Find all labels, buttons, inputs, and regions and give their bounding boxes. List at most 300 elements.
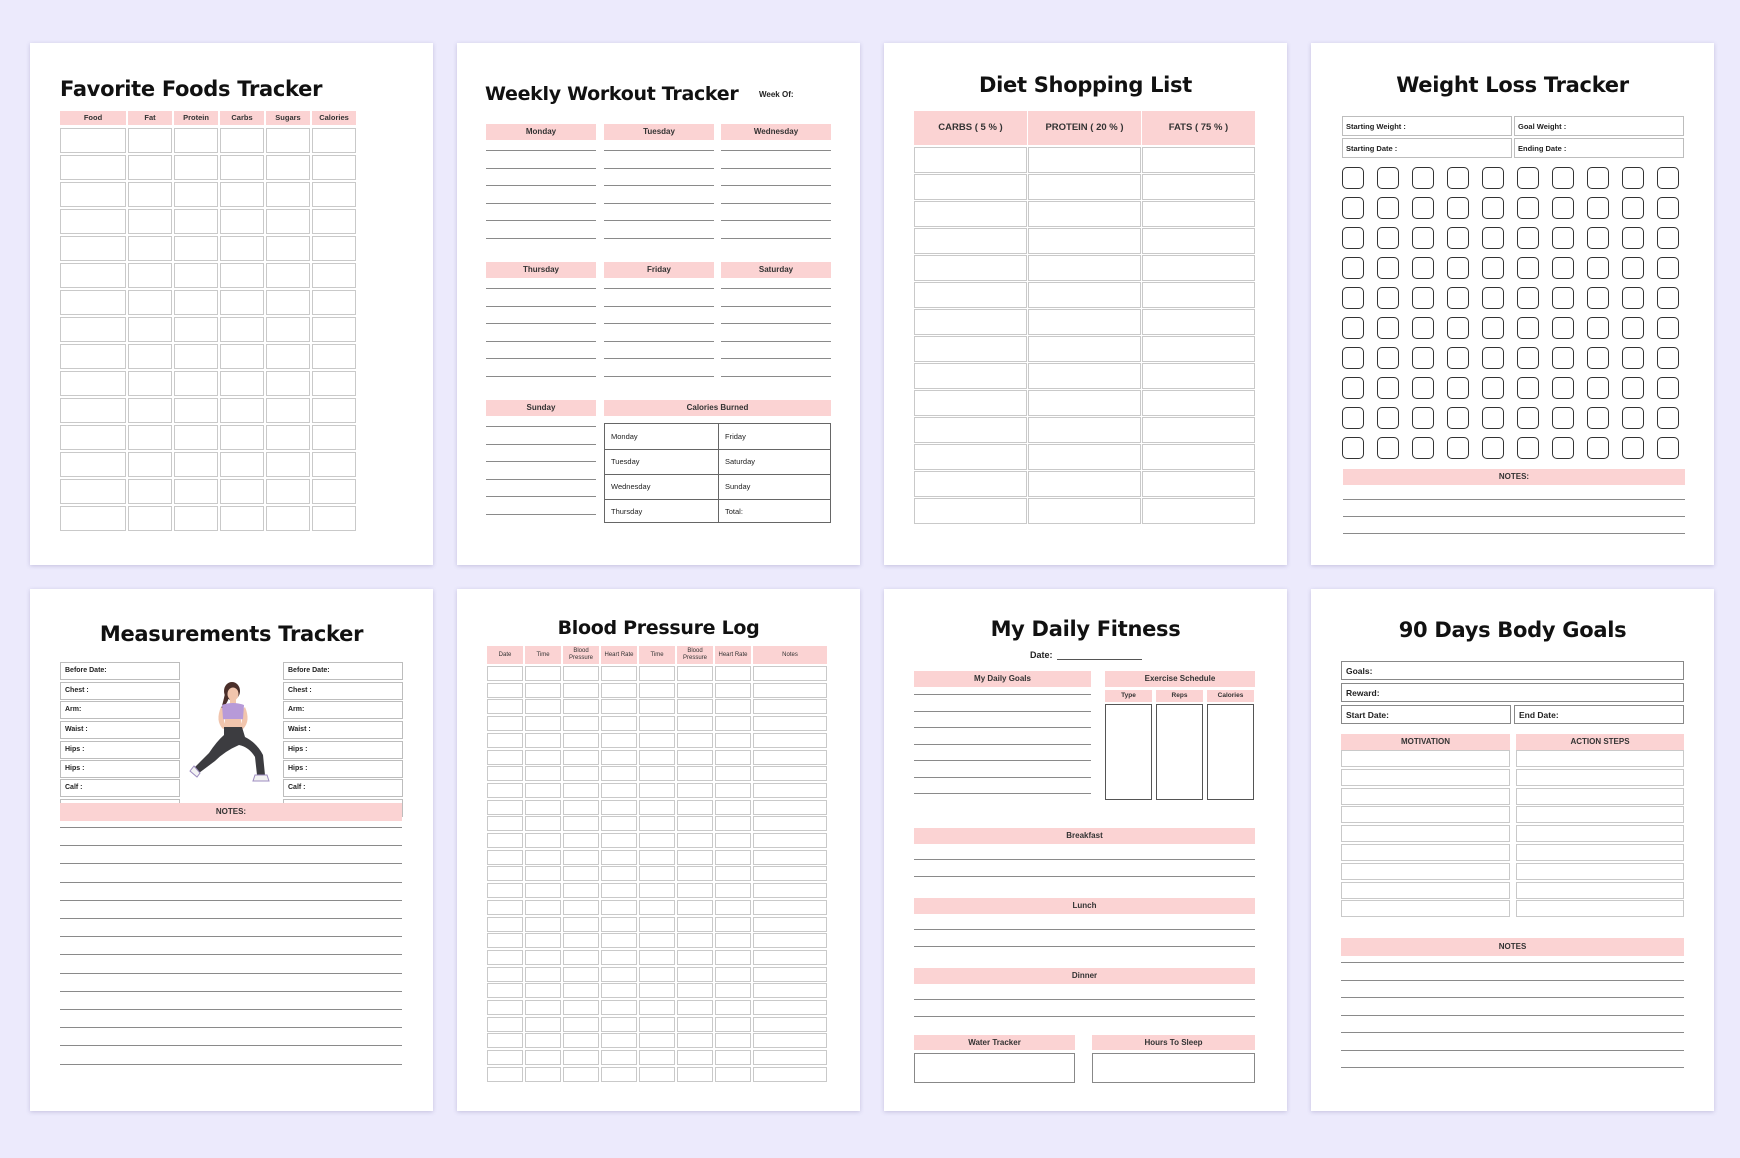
table-cell[interactable]: [60, 506, 126, 531]
goals-field[interactable]: [1341, 661, 1684, 680]
day-line[interactable]: [486, 220, 596, 221]
checkbox[interactable]: [1587, 377, 1609, 399]
table-cell[interactable]: [312, 155, 356, 180]
checkbox[interactable]: [1412, 227, 1434, 249]
day-line[interactable]: [721, 306, 831, 307]
table-cell[interactable]: [174, 398, 218, 423]
table-cell[interactable]: [525, 850, 561, 865]
table-cell[interactable]: [677, 950, 713, 965]
day-line[interactable]: [604, 238, 714, 239]
table-cell[interactable]: [677, 850, 713, 865]
checkbox[interactable]: [1552, 167, 1574, 189]
checkbox[interactable]: [1377, 407, 1399, 429]
table-cell[interactable]: [563, 699, 599, 714]
day-line[interactable]: [486, 341, 596, 342]
table-cell[interactable]: [601, 900, 637, 915]
table-cell[interactable]: [753, 833, 827, 848]
checkbox[interactable]: [1552, 287, 1574, 309]
checkbox[interactable]: [1482, 377, 1504, 399]
table-cell[interactable]: [525, 967, 561, 982]
checkbox[interactable]: [1622, 227, 1644, 249]
table-cell[interactable]: [1142, 174, 1255, 200]
day-line[interactable]: [721, 341, 831, 342]
day-line[interactable]: [604, 185, 714, 186]
checkbox[interactable]: [1552, 437, 1574, 459]
day-line[interactable]: [604, 203, 714, 204]
checkbox[interactable]: [1482, 227, 1504, 249]
table-cell[interactable]: [715, 816, 751, 831]
table-cell[interactable]: [220, 128, 264, 153]
goal-line[interactable]: [914, 760, 1091, 761]
table-cell[interactable]: [266, 236, 310, 261]
table-cell[interactable]: [60, 182, 126, 207]
day-line[interactable]: [486, 514, 596, 515]
table-cell[interactable]: [174, 236, 218, 261]
table-cell[interactable]: [753, 816, 827, 831]
table-cell[interactable]: [174, 317, 218, 342]
table-cell[interactable]: [1142, 201, 1255, 227]
checkbox[interactable]: [1447, 287, 1469, 309]
table-cell[interactable]: [1341, 844, 1510, 861]
table-cell[interactable]: [1142, 336, 1255, 362]
table-cell[interactable]: [312, 425, 356, 450]
table-cell[interactable]: [753, 1050, 827, 1065]
table-cell[interactable]: [715, 716, 751, 731]
table-cell[interactable]: [1028, 147, 1141, 173]
table-cell[interactable]: [487, 933, 523, 948]
table-cell[interactable]: [639, 983, 675, 998]
checkbox[interactable]: [1517, 287, 1539, 309]
checkbox[interactable]: [1377, 377, 1399, 399]
table-cell[interactable]: [639, 716, 675, 731]
table-cell[interactable]: [1341, 788, 1510, 805]
notes-line[interactable]: [60, 1027, 402, 1028]
table-cell[interactable]: [753, 900, 827, 915]
table-cell[interactable]: [220, 290, 264, 315]
day-line[interactable]: [721, 288, 831, 289]
table-cell[interactable]: [1516, 844, 1684, 861]
table-cell[interactable]: [487, 800, 523, 815]
day-line[interactable]: [486, 496, 596, 497]
table-cell[interactable]: [60, 263, 126, 288]
table-cell[interactable]: [914, 201, 1027, 227]
checkbox[interactable]: [1482, 197, 1504, 219]
notes-line[interactable]: [60, 954, 402, 955]
table-cell[interactable]: [266, 371, 310, 396]
table-cell[interactable]: [525, 699, 561, 714]
table-cell[interactable]: [312, 452, 356, 477]
table-cell[interactable]: [677, 833, 713, 848]
exercise-column-box[interactable]: [1207, 704, 1254, 800]
table-cell[interactable]: [753, 1017, 827, 1032]
table-cell[interactable]: [601, 1067, 637, 1082]
checkbox[interactable]: [1412, 167, 1434, 189]
table-cell[interactable]: [677, 800, 713, 815]
table-cell[interactable]: [715, 883, 751, 898]
table-cell[interactable]: [60, 128, 126, 153]
table-cell[interactable]: [677, 933, 713, 948]
table-cell[interactable]: [639, 933, 675, 948]
table-cell[interactable]: [753, 866, 827, 881]
table-cell[interactable]: [1142, 282, 1255, 308]
table-cell[interactable]: [715, 733, 751, 748]
table-cell[interactable]: [677, 716, 713, 731]
table-cell[interactable]: [753, 850, 827, 865]
table-cell[interactable]: [312, 290, 356, 315]
checkbox[interactable]: [1552, 347, 1574, 369]
checkbox[interactable]: [1447, 227, 1469, 249]
checkbox[interactable]: [1377, 347, 1399, 369]
notes-line[interactable]: [1343, 499, 1685, 500]
table-cell[interactable]: [487, 1000, 523, 1015]
table-cell[interactable]: [563, 1033, 599, 1048]
checkbox[interactable]: [1517, 407, 1539, 429]
table-cell[interactable]: [677, 766, 713, 781]
notes-line[interactable]: [60, 1064, 402, 1065]
lunch-line[interactable]: [914, 929, 1255, 930]
table-cell[interactable]: [677, 967, 713, 982]
table-cell[interactable]: [487, 733, 523, 748]
table-cell[interactable]: [753, 750, 827, 765]
table-cell[interactable]: [601, 1033, 637, 1048]
table-cell[interactable]: [601, 699, 637, 714]
table-cell[interactable]: [487, 716, 523, 731]
table-cell[interactable]: [563, 917, 599, 932]
day-line[interactable]: [486, 168, 596, 169]
table-cell[interactable]: [174, 128, 218, 153]
checkbox[interactable]: [1342, 227, 1364, 249]
day-line[interactable]: [721, 150, 831, 151]
table-cell[interactable]: [312, 128, 356, 153]
table-cell[interactable]: [220, 317, 264, 342]
table-cell[interactable]: [1341, 769, 1510, 786]
table-cell[interactable]: [563, 883, 599, 898]
table-cell[interactable]: [677, 866, 713, 881]
table-cell[interactable]: [487, 766, 523, 781]
table-cell[interactable]: [266, 398, 310, 423]
table-cell[interactable]: [487, 750, 523, 765]
table-cell[interactable]: [639, 883, 675, 898]
table-cell[interactable]: [753, 883, 827, 898]
table-cell[interactable]: [128, 425, 172, 450]
table-cell[interactable]: [487, 967, 523, 982]
table-cell[interactable]: [639, 850, 675, 865]
table-cell[interactable]: [753, 983, 827, 998]
table-cell[interactable]: [174, 263, 218, 288]
table-cell[interactable]: [563, 967, 599, 982]
table-cell[interactable]: [174, 209, 218, 234]
table-cell[interactable]: [677, 1050, 713, 1065]
day-line[interactable]: [604, 168, 714, 169]
table-cell[interactable]: [601, 917, 637, 932]
table-cell[interactable]: [60, 371, 126, 396]
table-cell[interactable]: [128, 479, 172, 504]
checkbox[interactable]: [1342, 407, 1364, 429]
table-cell[interactable]: [1516, 806, 1684, 823]
table-cell[interactable]: [715, 1067, 751, 1082]
table-cell[interactable]: [128, 263, 172, 288]
checkbox[interactable]: [1482, 437, 1504, 459]
checkbox[interactable]: [1552, 377, 1574, 399]
notes-line[interactable]: [60, 1009, 402, 1010]
table-cell[interactable]: [60, 236, 126, 261]
checkbox[interactable]: [1482, 317, 1504, 339]
table-cell[interactable]: [715, 1000, 751, 1015]
notes-line[interactable]: [1343, 533, 1685, 534]
table-cell[interactable]: [601, 766, 637, 781]
table-cell[interactable]: [601, 750, 637, 765]
table-cell[interactable]: [639, 783, 675, 798]
checkbox[interactable]: [1552, 227, 1574, 249]
checkbox[interactable]: [1412, 257, 1434, 279]
day-line[interactable]: [604, 288, 714, 289]
table-cell[interactable]: [525, 816, 561, 831]
table-cell[interactable]: [1028, 471, 1141, 497]
table-cell[interactable]: [312, 344, 356, 369]
notes-line[interactable]: [60, 936, 402, 937]
table-cell[interactable]: [525, 733, 561, 748]
table-cell[interactable]: [174, 479, 218, 504]
table-cell[interactable]: [266, 290, 310, 315]
table-cell[interactable]: [128, 290, 172, 315]
table-cell[interactable]: [128, 371, 172, 396]
table-cell[interactable]: [715, 866, 751, 881]
table-cell[interactable]: [563, 666, 599, 681]
table-cell[interactable]: [639, 1050, 675, 1065]
table-cell[interactable]: [1341, 806, 1510, 823]
checkbox[interactable]: [1517, 347, 1539, 369]
notes-line[interactable]: [60, 900, 402, 901]
day-line[interactable]: [604, 341, 714, 342]
table-cell[interactable]: [1028, 417, 1141, 443]
table-cell[interactable]: [487, 816, 523, 831]
goal-line[interactable]: [914, 777, 1091, 778]
table-cell[interactable]: [601, 683, 637, 698]
table-cell[interactable]: [753, 950, 827, 965]
table-cell[interactable]: [1516, 863, 1684, 880]
checkbox[interactable]: [1622, 317, 1644, 339]
table-cell[interactable]: [639, 750, 675, 765]
notes-line[interactable]: [60, 827, 402, 828]
table-cell[interactable]: [1142, 147, 1255, 173]
table-cell[interactable]: [563, 1067, 599, 1082]
table-cell[interactable]: [639, 1000, 675, 1015]
table-cell[interactable]: [601, 666, 637, 681]
table-cell[interactable]: [1142, 363, 1255, 389]
table-cell[interactable]: [914, 228, 1027, 254]
table-cell[interactable]: [601, 816, 637, 831]
table-cell[interactable]: [563, 866, 599, 881]
checkbox[interactable]: [1622, 377, 1644, 399]
table-cell[interactable]: [266, 344, 310, 369]
table-cell[interactable]: [914, 147, 1027, 173]
table-cell[interactable]: [525, 666, 561, 681]
table-cell[interactable]: [677, 1033, 713, 1048]
table-cell[interactable]: [639, 967, 675, 982]
table-cell[interactable]: [220, 209, 264, 234]
day-line[interactable]: [486, 376, 596, 377]
table-cell[interactable]: [753, 666, 827, 681]
notes-line[interactable]: [60, 863, 402, 864]
table-cell[interactable]: [487, 683, 523, 698]
checkbox[interactable]: [1622, 407, 1644, 429]
notes-line[interactable]: [60, 973, 402, 974]
checkbox[interactable]: [1342, 197, 1364, 219]
table-cell[interactable]: [563, 716, 599, 731]
checkbox[interactable]: [1517, 317, 1539, 339]
table-cell[interactable]: [312, 371, 356, 396]
day-line[interactable]: [721, 168, 831, 169]
table-cell[interactable]: [563, 900, 599, 915]
checkbox[interactable]: [1552, 257, 1574, 279]
goal-line[interactable]: [914, 744, 1091, 745]
table-cell[interactable]: [1028, 201, 1141, 227]
checkbox[interactable]: [1552, 317, 1574, 339]
table-cell[interactable]: [563, 800, 599, 815]
table-cell[interactable]: [525, 917, 561, 932]
table-cell[interactable]: [677, 783, 713, 798]
table-cell[interactable]: [601, 1017, 637, 1032]
day-line[interactable]: [721, 220, 831, 221]
table-cell[interactable]: [1028, 336, 1141, 362]
table-cell[interactable]: [914, 471, 1027, 497]
checkbox[interactable]: [1622, 287, 1644, 309]
table-cell[interactable]: [677, 666, 713, 681]
checkbox[interactable]: [1342, 377, 1364, 399]
notes-line[interactable]: [60, 991, 402, 992]
table-cell[interactable]: [1516, 769, 1684, 786]
table-cell[interactable]: [753, 783, 827, 798]
table-cell[interactable]: [1142, 444, 1255, 470]
table-cell[interactable]: [639, 800, 675, 815]
table-cell[interactable]: [677, 1067, 713, 1082]
table-cell[interactable]: [220, 236, 264, 261]
table-cell[interactable]: [1142, 228, 1255, 254]
day-line[interactable]: [604, 358, 714, 359]
table-cell[interactable]: [128, 506, 172, 531]
table-cell[interactable]: [715, 917, 751, 932]
table-cell[interactable]: [525, 1067, 561, 1082]
table-cell[interactable]: [715, 800, 751, 815]
checkbox[interactable]: [1482, 407, 1504, 429]
table-cell[interactable]: [639, 866, 675, 881]
table-cell[interactable]: [1028, 444, 1141, 470]
table-cell[interactable]: [639, 683, 675, 698]
checkbox[interactable]: [1412, 407, 1434, 429]
checkbox[interactable]: [1412, 437, 1434, 459]
table-cell[interactable]: [220, 371, 264, 396]
table-cell[interactable]: [1142, 390, 1255, 416]
table-cell[interactable]: [220, 263, 264, 288]
day-line[interactable]: [721, 185, 831, 186]
table-cell[interactable]: [601, 983, 637, 998]
notes-line[interactable]: [1341, 980, 1684, 981]
table-cell[interactable]: [266, 479, 310, 504]
checkbox[interactable]: [1412, 317, 1434, 339]
table-cell[interactable]: [753, 699, 827, 714]
table-cell[interactable]: [525, 900, 561, 915]
table-cell[interactable]: [1142, 255, 1255, 281]
breakfast-line[interactable]: [914, 876, 1255, 877]
notes-line[interactable]: [60, 1045, 402, 1046]
notes-line[interactable]: [60, 845, 402, 846]
day-line[interactable]: [721, 238, 831, 239]
table-cell[interactable]: [563, 683, 599, 698]
table-cell[interactable]: [1516, 750, 1684, 767]
table-cell[interactable]: [639, 816, 675, 831]
table-cell[interactable]: [1341, 863, 1510, 880]
table-cell[interactable]: [1516, 882, 1684, 899]
table-cell[interactable]: [914, 282, 1027, 308]
table-cell[interactable]: [174, 290, 218, 315]
table-cell[interactable]: [715, 850, 751, 865]
checkbox[interactable]: [1412, 197, 1434, 219]
table-cell[interactable]: [639, 900, 675, 915]
table-cell[interactable]: [677, 983, 713, 998]
table-cell[interactable]: [677, 699, 713, 714]
table-cell[interactable]: [312, 263, 356, 288]
checkbox[interactable]: [1447, 257, 1469, 279]
checkbox[interactable]: [1657, 437, 1679, 459]
table-cell[interactable]: [312, 182, 356, 207]
table-cell[interactable]: [1028, 174, 1141, 200]
table-cell[interactable]: [753, 1033, 827, 1048]
table-cell[interactable]: [60, 155, 126, 180]
table-cell[interactable]: [220, 155, 264, 180]
table-cell[interactable]: [715, 699, 751, 714]
table-cell[interactable]: [914, 309, 1027, 335]
table-cell[interactable]: [639, 950, 675, 965]
table-cell[interactable]: [715, 967, 751, 982]
water-tracker-box[interactable]: [914, 1053, 1075, 1083]
table-cell[interactable]: [487, 666, 523, 681]
table-cell[interactable]: [715, 666, 751, 681]
table-cell[interactable]: [60, 317, 126, 342]
table-cell[interactable]: [563, 933, 599, 948]
table-cell[interactable]: [563, 816, 599, 831]
goal-line[interactable]: [914, 694, 1091, 695]
table-cell[interactable]: [1341, 882, 1510, 899]
table-cell[interactable]: [174, 344, 218, 369]
table-cell[interactable]: [753, 967, 827, 982]
checkbox[interactable]: [1517, 437, 1539, 459]
exercise-column-box[interactable]: [1105, 704, 1152, 800]
checkbox[interactable]: [1482, 257, 1504, 279]
checkbox[interactable]: [1517, 167, 1539, 189]
table-cell[interactable]: [601, 800, 637, 815]
table-cell[interactable]: [601, 967, 637, 982]
table-cell[interactable]: [174, 182, 218, 207]
exercise-column-box[interactable]: [1156, 704, 1203, 800]
checkbox[interactable]: [1377, 257, 1399, 279]
table-cell[interactable]: [128, 209, 172, 234]
table-cell[interactable]: [128, 182, 172, 207]
table-cell[interactable]: [220, 452, 264, 477]
checkbox[interactable]: [1412, 377, 1434, 399]
table-cell[interactable]: [914, 444, 1027, 470]
checkbox[interactable]: [1587, 197, 1609, 219]
checkbox[interactable]: [1657, 347, 1679, 369]
table-cell[interactable]: [677, 883, 713, 898]
notes-line[interactable]: [1341, 997, 1684, 998]
table-cell[interactable]: [914, 336, 1027, 362]
notes-line[interactable]: [1341, 962, 1684, 963]
reward-field[interactable]: [1341, 683, 1684, 702]
table-cell[interactable]: [715, 983, 751, 998]
table-cell[interactable]: [525, 933, 561, 948]
table-cell[interactable]: [753, 716, 827, 731]
table-cell[interactable]: [128, 128, 172, 153]
